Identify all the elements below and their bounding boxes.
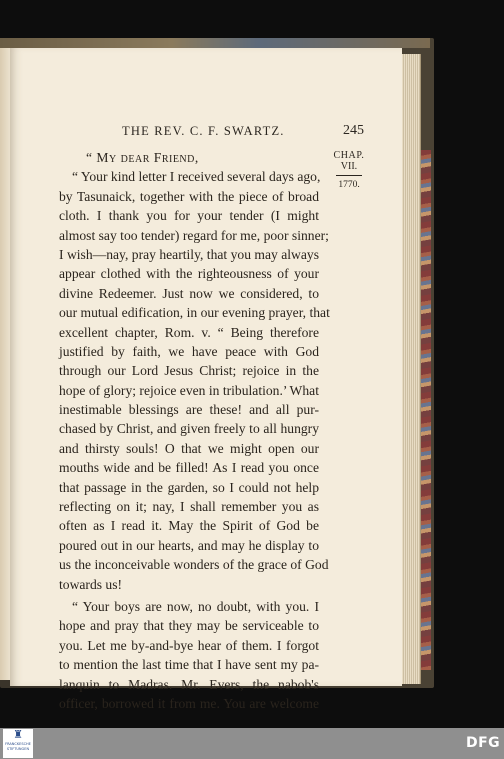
text-line: divine Redeemer. Just now we considered, to <box>59 285 319 301</box>
tower-icon: ♜ <box>13 729 23 741</box>
running-head-title: THE REV. C. F. SWARTZ. <box>122 124 285 138</box>
text-line: I wish—nay, pray heartily, that you may always <box>59 246 319 262</box>
text-line: inestimable blessings are these! and all pur- <box>59 402 319 418</box>
page-stack-edge <box>400 54 421 684</box>
text-line: excellent chapter, Rom. v. “ Being therefore <box>59 324 319 340</box>
text-line: us the inconceivable wonders of the grace of God <box>59 557 329 573</box>
logo-caption: FRANCKESCHE STIFTUNGEN <box>5 742 31 751</box>
text-line: and thirsty souls! O that we might open our <box>59 440 319 456</box>
text-line: chased by Christ, and given freely to all hungry <box>59 421 319 437</box>
text-line: hope and pray that they may be serviceable to <box>59 618 319 634</box>
margin-chapter-number: VII. <box>340 161 358 172</box>
viewer-footer <box>0 728 504 759</box>
text-line: appear clothed with the righteousness of your <box>59 266 319 282</box>
institution-logo[interactable] <box>3 729 33 758</box>
dfg-logo[interactable]: DFG <box>466 735 501 751</box>
paragraph-1 <box>59 167 330 594</box>
page-number: 245 <box>343 123 364 138</box>
text-line: cloth. I thank you for your tender (I might <box>59 208 319 224</box>
margin-year: 1770. <box>338 180 360 190</box>
text-line: towards us! <box>59 576 123 592</box>
margin-chapter-label: CHAP. <box>333 150 365 161</box>
paragraph-2 <box>59 597 319 713</box>
text-line: you. Let me by-and-bye hear of them. I forgot <box>59 637 319 653</box>
text-line: reflecting on it; nay, I shall remember you as <box>59 499 319 515</box>
text-line: hope of glory; rejoice even in tribulation.’ What <box>59 382 319 398</box>
salutation: “ My dear Friend, <box>86 150 199 165</box>
text-line: by Tasunaick, together with the piece of broad <box>59 188 319 204</box>
margin-rule <box>336 175 362 176</box>
text-line: mouths wide and be filled! As I read you once <box>59 460 319 476</box>
text-line: that passage in the garden, so I could not help <box>59 479 319 495</box>
text-line: often as I read it. May the Spirit of God be <box>59 518 319 534</box>
text-line: through our Lord Jesus Christ; rejoice in the <box>59 363 319 379</box>
running-head <box>0 124 504 140</box>
text-line: “ Your kind letter I received several days ago, <box>72 169 321 185</box>
text-line: officer, borrowed it from me. You are welcome <box>59 695 319 711</box>
text-line: “ Your boys are now, no doubt, with you. I <box>72 598 319 614</box>
text-line: poured out in our hearts, and may he display to <box>59 537 319 553</box>
body-text <box>59 148 330 713</box>
text-line: to mention the last time that I have sent my pa- <box>59 657 319 673</box>
text-line: lanquin to Madras. Mr. Evers, the nabob's <box>59 676 319 692</box>
margin-note <box>326 150 372 190</box>
text-line: almost say too tender) regard for me, poor sinner; <box>59 227 329 243</box>
text-line: our mutual edification, in our evening prayer, that <box>59 305 330 321</box>
book-top-edge <box>0 38 430 48</box>
text-line: justified by faith, we have peace with God <box>59 343 319 359</box>
